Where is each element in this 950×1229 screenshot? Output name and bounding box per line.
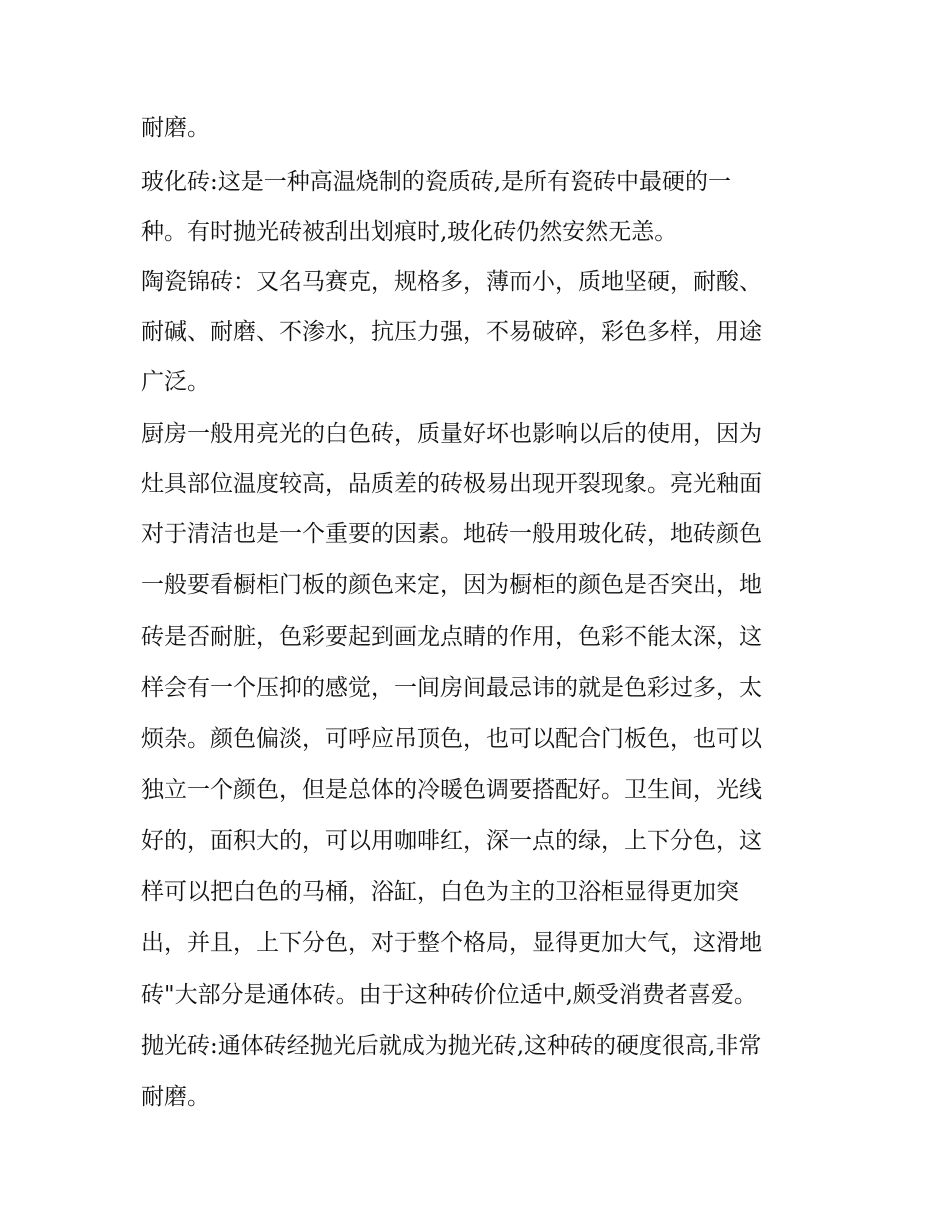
text-line: 独立一个颜色，但是总体的冷暖色调要搭配好。卫生间，光线: [141, 777, 762, 803]
text-line: 耐碱、耐磨、不渗水，抗压力强，不易破碎，彩色多样，用途: [141, 319, 762, 345]
text-line: 灶具部位温度较高，品质差的砖极易出现开裂现象。亮光釉面: [141, 471, 762, 497]
text-line: 砖"大部分是通体砖。由于这种砖价位适中,颇受消费者喜爱。: [141, 982, 757, 1008]
text-line: 砖是否耐脏，色彩要起到画龙点睛的作用，色彩不能太深，这: [141, 624, 762, 650]
text-line: 种。有时抛光砖被刮出划痕时,玻化砖仍然安然无恙。: [141, 219, 678, 245]
text-line: 厨房一般用亮光的白色砖，质量好坏也影响以后的使用，因为: [141, 421, 762, 447]
text-line: 陶瓷锦砖：又名马赛克，规格多，薄而小，质地坚硬，耐酸、: [141, 269, 762, 295]
text-line: 广泛。: [141, 369, 210, 395]
text-line: 烦杂。颜色偏淡，可呼应吊顶色，也可以配合门板色，也可以: [141, 726, 762, 752]
text-line: 一般要看橱柜门板的颜色来定，因为橱柜的颜色是否突出，地: [141, 572, 762, 598]
text-line: 耐磨。: [141, 1084, 210, 1110]
text-line: 出，并且，上下分色，对于整个格局，显得更加大气，这滑地: [141, 930, 762, 956]
text-line: 样会有一个压抑的感觉，一间房间最忌讳的就是色彩过多，太: [141, 675, 762, 701]
text-line: 耐磨。: [141, 115, 210, 141]
text-line: 玻化砖:这是一种高温烧制的瓷质砖,是所有瓷砖中最硬的一: [141, 169, 732, 195]
text-line: 样可以把白色的马桶，浴缸，白色为主的卫浴柜显得更加突: [141, 879, 739, 905]
text-line: 对于清洁也是一个重要的因素。地砖一般用玻化砖，地砖颜色: [141, 521, 762, 547]
text-line: 好的，面积大的，可以用咖啡红，深一点的绿，上下分色，这: [141, 828, 762, 854]
text-line: 抛光砖:通体砖经抛光后就成为抛光砖,这种砖的硬度很高,非常: [141, 1033, 762, 1059]
